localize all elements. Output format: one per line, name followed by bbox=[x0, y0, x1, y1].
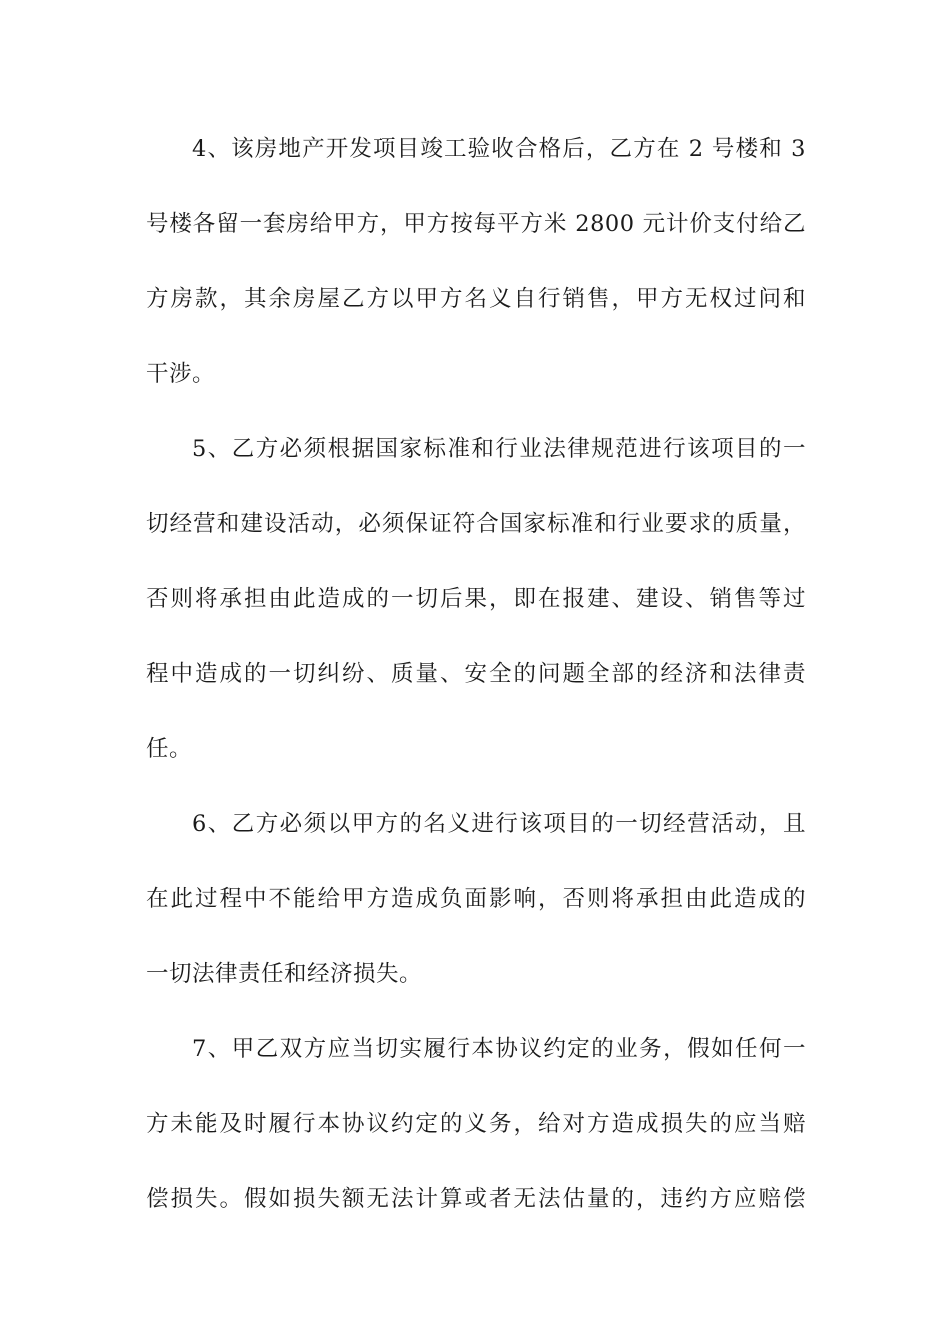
text-line: 偿损失。假如损失额无法计算或者无法估量的，违约方应赔偿 bbox=[146, 1186, 806, 1212]
text-line: 6、乙方必须以甲方的名义进行该项目的一切经营活动，且 bbox=[192, 811, 806, 837]
text-line: 任。 bbox=[146, 736, 193, 762]
text-line: 一切法律责任和经济损失。 bbox=[146, 961, 423, 987]
clause-5 bbox=[146, 412, 806, 787]
text-line: 否则将承担由此造成的一切后果，即在报建、建设、销售等过 bbox=[146, 586, 806, 612]
text-line: 程中造成的一切纠纷、质量、安全的问题全部的经济和法律责 bbox=[146, 661, 806, 687]
text-line: 干涉。 bbox=[146, 361, 216, 387]
text-line: 方未能及时履行本协议约定的义务，给对方造成损失的应当赔 bbox=[146, 1111, 806, 1137]
text-line: 在此过程中不能给甲方造成负面影响，否则将承担由此造成的 bbox=[146, 886, 806, 912]
text-line: 切经营和建设活动，必须保证符合国家标准和行业要求的质量， bbox=[146, 511, 806, 537]
text-line: 方房款，其余房屋乙方以甲方名义自行销售，甲方无权过问和 bbox=[146, 286, 806, 312]
text-line: 7、甲乙双方应当切实履行本协议约定的业务，假如任何一 bbox=[192, 1036, 806, 1062]
document-page bbox=[146, 112, 806, 1237]
clause-6 bbox=[146, 787, 806, 1012]
clause-4 bbox=[146, 112, 806, 412]
text-line: 4、该房地产开发项目竣工验收合格后，乙方在 2 号楼和 3 bbox=[192, 136, 806, 162]
text-line: 号楼各留一套房给甲方，甲方按每平方米 2800 元计价支付给乙 bbox=[146, 211, 806, 237]
text-line: 5、乙方必须根据国家标准和行业法律规范进行该项目的一 bbox=[192, 436, 806, 462]
clause-7 bbox=[146, 1012, 806, 1237]
